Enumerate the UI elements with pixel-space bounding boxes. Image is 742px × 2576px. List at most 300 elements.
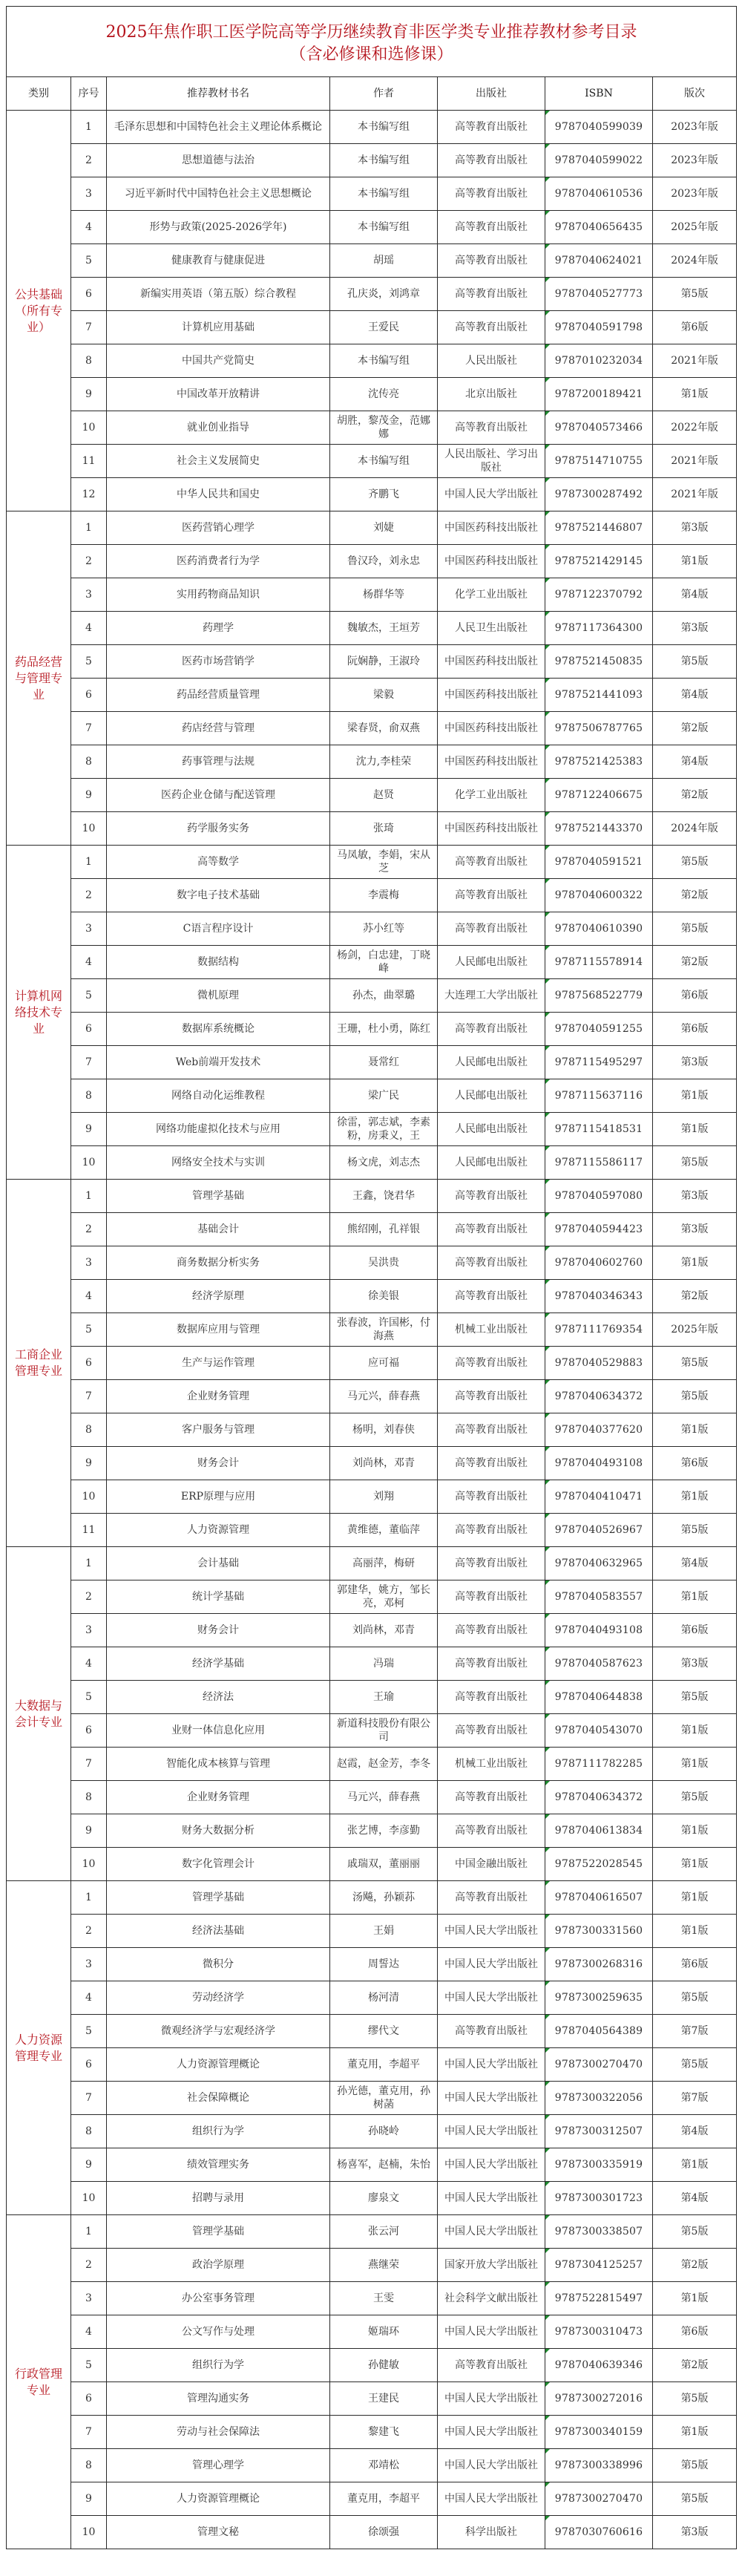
edition-cell: 第3版 (653, 511, 737, 545)
author-cell: 刘尚林，邓青 (330, 1447, 438, 1480)
table-row (7, 812, 737, 846)
isbn-cell: 9787040602760 (545, 1246, 653, 1280)
row-number-cell: 9 (71, 1814, 107, 1848)
category-label: 大数据与会计专业 (7, 1547, 71, 1881)
table-row (7, 1748, 737, 1781)
publisher-cell: 高等教育出版社 (438, 1480, 545, 1514)
row-number-cell: 6 (71, 1347, 107, 1380)
table-row (7, 1246, 737, 1280)
row-number-cell: 11 (71, 1514, 107, 1547)
isbn-cell: 9787522815497 (545, 2282, 653, 2315)
book-name-cell: Web前端开发技术 (107, 1046, 330, 1079)
book-name-cell: 政治学原理 (107, 2249, 330, 2282)
book-name-cell: 医药市场营销学 (107, 645, 330, 679)
edition-cell: 第1版 (653, 1079, 737, 1113)
book-name-cell: 健康教育与健康促进 (107, 244, 330, 278)
edition-cell: 第1版 (653, 2282, 737, 2315)
table-row (7, 1380, 737, 1413)
author-cell: 燕继荣 (330, 2249, 438, 2282)
row-number-cell: 5 (71, 2349, 107, 2382)
table-row (7, 511, 737, 545)
header-row (7, 77, 737, 111)
table-row (7, 612, 737, 645)
isbn-cell: 9787521450835 (545, 645, 653, 679)
author-cell: 邓靖松 (330, 2449, 438, 2482)
book-name-cell: 企业财务管理 (107, 1781, 330, 1814)
row-number-cell: 8 (71, 344, 107, 378)
edition-cell: 第3版 (653, 1213, 737, 1246)
publisher-cell: 人民邮电出版社 (438, 1046, 545, 1079)
publisher-cell: 机械工业出版社 (438, 1748, 545, 1781)
edition-cell: 第5版 (653, 912, 737, 946)
book-name-cell: 毛泽东思想和中国特色社会主义理论体系概论 (107, 111, 330, 144)
publisher-cell: 中国医药科技出版社 (438, 545, 545, 578)
isbn-cell: 9787300268316 (545, 1948, 653, 1981)
author-cell: 王鑫，饶君华 (330, 1180, 438, 1213)
book-name-cell: 网络功能虚拟化技术与应用 (107, 1113, 330, 1146)
isbn-cell: 9787040410471 (545, 1480, 653, 1514)
isbn-cell: 9787521441093 (545, 679, 653, 712)
publisher-cell: 大连理工大学出版社 (438, 979, 545, 1013)
author-cell: 赵霞，赵金芳，李冬 (330, 1748, 438, 1781)
edition-cell: 2021年版 (653, 344, 737, 378)
row-number-cell: 10 (71, 2516, 107, 2549)
isbn-cell: 9787300338996 (545, 2449, 653, 2482)
publisher-cell: 人民邮电出版社 (438, 1079, 545, 1113)
edition-cell: 2024年版 (653, 812, 737, 846)
book-name-cell: 实用药物商品知识 (107, 578, 330, 612)
row-number-cell: 1 (71, 2215, 107, 2249)
edition-cell: 第3版 (653, 1046, 737, 1079)
row-number-cell: 7 (71, 1748, 107, 1781)
book-name-cell: 管理学基础 (107, 1180, 330, 1213)
isbn-cell: 9787115495297 (545, 1046, 653, 1079)
author-cell: 李震梅 (330, 879, 438, 912)
author-cell: 马元兴，薛春燕 (330, 1380, 438, 1413)
publisher-cell: 高等教育出版社 (438, 1447, 545, 1480)
isbn-cell: 9787300310473 (545, 2315, 653, 2349)
author-cell: 汤飚，孙颖荪 (330, 1881, 438, 1915)
isbn-cell: 9787040564389 (545, 2015, 653, 2048)
isbn-cell: 9787040526967 (545, 1514, 653, 1547)
edition-cell: 第5版 (653, 1981, 737, 2015)
edition-cell: 第7版 (653, 2082, 737, 2115)
edition-cell: 第1版 (653, 2148, 737, 2182)
publisher-cell: 国家开放大学出版社 (438, 2249, 545, 2282)
book-name-cell: 企业财务管理 (107, 1380, 330, 1413)
book-name-cell: 药学服务实务 (107, 812, 330, 846)
row-number-cell: 1 (71, 1180, 107, 1213)
publisher-cell: 中国人民大学出版社 (438, 2082, 545, 2115)
isbn-cell: 9787300270470 (545, 2482, 653, 2516)
edition-cell: 第1版 (653, 1413, 737, 1447)
author-cell: 本书编写组 (330, 177, 438, 211)
table-row (7, 2048, 737, 2082)
row-number-cell: 10 (71, 812, 107, 846)
edition-cell: 第1版 (653, 1814, 737, 1848)
table-row (7, 645, 737, 679)
table-row (7, 1347, 737, 1380)
author-cell: 王雯 (330, 2282, 438, 2315)
isbn-cell: 9787122406675 (545, 779, 653, 812)
edition-cell: 第2版 (653, 779, 737, 812)
table-row (7, 1614, 737, 1647)
edition-cell: 第1版 (653, 1480, 737, 1514)
row-number-cell: 10 (71, 2182, 107, 2215)
edition-cell: 第2版 (653, 2249, 737, 2282)
edition-cell: 2021年版 (653, 478, 737, 511)
edition-cell: 第4版 (653, 2115, 737, 2148)
publisher-cell: 高等教育出版社 (438, 1380, 545, 1413)
publisher-cell: 人民出版社 (438, 344, 545, 378)
table-row (7, 2249, 737, 2282)
book-name-cell: ERP原理与应用 (107, 1480, 330, 1514)
table-row (7, 1280, 737, 1313)
edition-cell: 第5版 (653, 1380, 737, 1413)
isbn-cell: 9787300270470 (545, 2048, 653, 2082)
table-row (7, 1180, 737, 1213)
publisher-cell: 中国人民大学出版社 (438, 2482, 545, 2516)
book-name-cell: 经济学原理 (107, 1280, 330, 1313)
row-number-cell: 3 (71, 578, 107, 612)
row-number-cell: 9 (71, 378, 107, 411)
publisher-cell: 中国人民大学出版社 (438, 2315, 545, 2349)
author-cell: 孙健敏 (330, 2349, 438, 2382)
isbn-cell: 9787040587623 (545, 1647, 653, 1681)
book-name-cell: 医药营销心理学 (107, 511, 330, 545)
row-number-cell: 5 (71, 1313, 107, 1347)
author-cell: 姬瑞环 (330, 2315, 438, 2349)
author-cell: 杨群华等 (330, 578, 438, 612)
book-name-cell: 中国共产党简史 (107, 344, 330, 378)
row-number-cell: 7 (71, 311, 107, 344)
author-cell: 廖泉文 (330, 2182, 438, 2215)
table-row (7, 2516, 737, 2549)
book-name-cell: 财务会计 (107, 1614, 330, 1647)
author-cell: 刘婕 (330, 511, 438, 545)
book-name-cell: 医药企业仓储与配送管理 (107, 779, 330, 812)
book-name-cell: 医药消费者行为学 (107, 545, 330, 578)
book-name-cell: 药品经营质量管理 (107, 679, 330, 712)
row-number-cell: 4 (71, 1981, 107, 2015)
row-number-cell: 7 (71, 712, 107, 745)
publisher-cell: 人民出版社、学习出版社 (438, 445, 545, 478)
book-name-cell: 数据库应用与管理 (107, 1313, 330, 1347)
edition-cell: 第1版 (653, 1848, 737, 1881)
table-row (7, 2182, 737, 2215)
book-name-cell: 人力资源管理 (107, 1514, 330, 1547)
table-row (7, 1146, 737, 1180)
isbn-cell: 9787040597080 (545, 1180, 653, 1213)
edition-cell: 第3版 (653, 2516, 737, 2549)
row-number-cell: 3 (71, 1614, 107, 1647)
author-cell: 马凤敏，李娟，宋从芝 (330, 846, 438, 879)
isbn-cell: 9787300312507 (545, 2115, 653, 2148)
book-name-cell: 管理沟通实务 (107, 2382, 330, 2416)
row-number-cell: 3 (71, 2282, 107, 2315)
table-row (7, 578, 737, 612)
isbn-cell: 9787040613834 (545, 1814, 653, 1848)
publisher-cell: 机械工业出版社 (438, 1313, 545, 1347)
edition-cell: 第1版 (653, 378, 737, 411)
edition-cell: 第1版 (653, 1580, 737, 1614)
edition-cell: 第5版 (653, 2482, 737, 2516)
table-row (7, 1714, 737, 1748)
author-cell: 黄维德，董临萍 (330, 1514, 438, 1547)
table-row (7, 1915, 737, 1948)
edition-cell: 第3版 (653, 1180, 737, 1213)
publisher-cell: 高等教育出版社 (438, 111, 545, 144)
row-number-cell: 10 (71, 1848, 107, 1881)
table-row (7, 779, 737, 812)
isbn-cell: 9787300340159 (545, 2416, 653, 2449)
author-cell: 胡胜，黎茂金，范娜娜 (330, 411, 438, 445)
isbn-cell: 9787040599039 (545, 111, 653, 144)
publisher-cell: 化学工业出版社 (438, 578, 545, 612)
title-line-2: （含必修课和选修课） (289, 45, 453, 64)
book-name-cell: 商务数据分析实务 (107, 1246, 330, 1280)
table-row (7, 2215, 737, 2249)
category-label: 计算机网络技术专业 (7, 846, 71, 1180)
author-cell: 魏敏杰，王垣芳 (330, 612, 438, 645)
publisher-cell: 高等教育出版社 (438, 1814, 545, 1848)
book-name-cell: 组织行为学 (107, 2349, 330, 2382)
publisher-cell: 高等教育出版社 (438, 1180, 545, 1213)
isbn-cell: 9787300335919 (545, 2148, 653, 2182)
row-number-cell: 7 (71, 2082, 107, 2115)
publisher-cell: 高等教育出版社 (438, 1280, 545, 1313)
isbn-cell: 9787040634372 (545, 1781, 653, 1814)
edition-cell: 2025年版 (653, 1313, 737, 1347)
table-row (7, 846, 737, 879)
row-number-cell: 8 (71, 1781, 107, 1814)
isbn-cell: 9787040656435 (545, 211, 653, 244)
isbn-cell: 9787040599022 (545, 144, 653, 177)
header-isbn: ISBN (545, 77, 653, 111)
book-name-cell: 就业创业指导 (107, 411, 330, 445)
table-row (7, 2416, 737, 2449)
isbn-cell: 9787040616507 (545, 1881, 653, 1915)
author-cell: 本书编写组 (330, 111, 438, 144)
row-number-cell: 5 (71, 1681, 107, 1714)
isbn-cell: 9787040377620 (545, 1413, 653, 1447)
table-row (7, 1647, 737, 1681)
row-number-cell: 5 (71, 244, 107, 278)
row-number-cell: 9 (71, 1113, 107, 1146)
isbn-cell: 9787115637116 (545, 1079, 653, 1113)
book-name-cell: 公文写作与处理 (107, 2315, 330, 2349)
edition-cell: 第2版 (653, 946, 737, 979)
publisher-cell: 化学工业出版社 (438, 779, 545, 812)
table-row (7, 1514, 737, 1547)
author-cell: 王瑜 (330, 1681, 438, 1714)
book-name-cell: 经济法 (107, 1681, 330, 1714)
book-name-cell: 招聘与录用 (107, 2182, 330, 2215)
header-no: 序号 (71, 77, 107, 111)
row-number-cell: 12 (71, 478, 107, 511)
isbn-cell: 9787117364300 (545, 612, 653, 645)
author-cell: 梁广民 (330, 1079, 438, 1113)
table-row (7, 411, 737, 445)
author-cell: 齐鹏飞 (330, 478, 438, 511)
edition-cell: 第3版 (653, 612, 737, 645)
row-number-cell: 1 (71, 111, 107, 144)
book-name-cell: 管理学基础 (107, 2215, 330, 2249)
row-number-cell: 4 (71, 946, 107, 979)
row-number-cell: 2 (71, 1580, 107, 1614)
row-number-cell: 5 (71, 2015, 107, 2048)
edition-cell: 第4版 (653, 1547, 737, 1580)
book-name-cell: 微积分 (107, 1948, 330, 1981)
row-number-cell: 6 (71, 1013, 107, 1046)
row-number-cell: 8 (71, 2115, 107, 2148)
publisher-cell: 高等教育出版社 (438, 311, 545, 344)
table-row (7, 2382, 737, 2416)
table-row (7, 2282, 737, 2315)
author-cell: 赵贤 (330, 779, 438, 812)
author-cell: 杨河清 (330, 1981, 438, 2015)
author-cell: 杨喜军，赵楠，朱怡 (330, 2148, 438, 2182)
isbn-cell: 9787111769354 (545, 1313, 653, 1347)
publisher-cell: 中国医药科技出版社 (438, 511, 545, 545)
publisher-cell: 人民邮电出版社 (438, 1146, 545, 1180)
author-cell: 高丽萍，梅研 (330, 1547, 438, 1580)
row-number-cell: 4 (71, 2315, 107, 2349)
publisher-cell: 中国医药科技出版社 (438, 812, 545, 846)
row-number-cell: 1 (71, 1881, 107, 1915)
table-row (7, 1781, 737, 1814)
row-number-cell: 8 (71, 1413, 107, 1447)
isbn-cell: 9787040591521 (545, 846, 653, 879)
isbn-cell: 9787040610390 (545, 912, 653, 946)
book-name-cell: 智能化成本核算与管理 (107, 1748, 330, 1781)
category-label: 工商企业管理专业 (7, 1180, 71, 1547)
row-number-cell: 1 (71, 1547, 107, 1580)
row-number-cell: 9 (71, 779, 107, 812)
table-row (7, 1313, 737, 1347)
book-name-cell: 高等数学 (107, 846, 330, 879)
publisher-cell: 中国人民大学出版社 (438, 2382, 545, 2416)
book-name-cell: 生产与运作管理 (107, 1347, 330, 1380)
book-name-cell: 绩效管理实务 (107, 2148, 330, 2182)
row-number-cell: 2 (71, 1213, 107, 1246)
isbn-cell: 9787040600322 (545, 879, 653, 912)
row-number-cell: 2 (71, 879, 107, 912)
edition-cell: 第1版 (653, 2416, 737, 2449)
author-cell: 徐美银 (330, 1280, 438, 1313)
table-row (7, 2148, 737, 2182)
book-name-cell: 劳动经济学 (107, 1981, 330, 2015)
isbn-cell: 9787040573466 (545, 411, 653, 445)
edition-cell: 第5版 (653, 2449, 737, 2482)
table-row (7, 1413, 737, 1447)
book-name-cell: 网络安全技术与实训 (107, 1146, 330, 1180)
isbn-cell: 9787521446807 (545, 511, 653, 545)
author-cell: 张春波，许国彬，付海燕 (330, 1313, 438, 1347)
author-cell: 王爱民 (330, 311, 438, 344)
author-cell: 戚瑞双，董丽丽 (330, 1848, 438, 1881)
table-row (7, 1981, 737, 2015)
isbn-cell: 9787040493108 (545, 1614, 653, 1647)
isbn-cell: 9787040610536 (545, 177, 653, 211)
author-cell: 杨剑，白忠建，丁晓峰 (330, 946, 438, 979)
isbn-cell: 9787300259635 (545, 1981, 653, 2015)
isbn-cell: 9787040591798 (545, 311, 653, 344)
table-row (7, 1213, 737, 1246)
row-number-cell: 9 (71, 2482, 107, 2516)
edition-cell: 2025年版 (653, 211, 737, 244)
book-name-cell: 业财一体信息化应用 (107, 1714, 330, 1748)
book-name-cell: 药事管理与法规 (107, 745, 330, 779)
row-number-cell: 1 (71, 846, 107, 879)
publisher-cell: 高等教育出版社 (438, 1246, 545, 1280)
publisher-cell: 中国人民大学出版社 (438, 478, 545, 511)
table-row (7, 1447, 737, 1480)
isbn-cell: 9787030760616 (545, 2516, 653, 2549)
publisher-cell: 高等教育出版社 (438, 177, 545, 211)
table-row (7, 912, 737, 946)
header-author: 作者 (330, 77, 438, 111)
publisher-cell: 高等教育出版社 (438, 2349, 545, 2382)
book-name-cell: 经济法基础 (107, 1915, 330, 1948)
publisher-cell: 高等教育出版社 (438, 411, 545, 445)
table-row (7, 2015, 737, 2048)
row-number-cell: 2 (71, 2249, 107, 2282)
author-cell: 张艺博，李彦勤 (330, 1814, 438, 1848)
author-cell: 阮娴静，王淑玲 (330, 645, 438, 679)
table-row (7, 1814, 737, 1848)
row-number-cell: 2 (71, 545, 107, 578)
table-row (7, 378, 737, 411)
author-cell: 刘尚林，邓青 (330, 1614, 438, 1647)
edition-cell: 第6版 (653, 1614, 737, 1647)
book-name-cell: 办公室事务管理 (107, 2282, 330, 2315)
author-cell: 郭建华，姚方，邹长亮，邓柯 (330, 1580, 438, 1614)
publisher-cell: 高等教育出版社 (438, 1647, 545, 1681)
isbn-cell: 9787304125257 (545, 2249, 653, 2282)
publisher-cell: 高等教育出版社 (438, 879, 545, 912)
author-cell: 徐颂强 (330, 2516, 438, 2549)
table-row (7, 278, 737, 311)
catalog-body (7, 111, 737, 2549)
row-number-cell: 7 (71, 1380, 107, 1413)
author-cell: 张琦 (330, 812, 438, 846)
isbn-cell: 9787506787765 (545, 712, 653, 745)
publisher-cell: 高等教育出版社 (438, 1213, 545, 1246)
edition-cell: 第1版 (653, 1113, 737, 1146)
isbn-cell: 9787040543070 (545, 1714, 653, 1748)
author-cell: 董克用，李超平 (330, 2482, 438, 2516)
table-row (7, 445, 737, 478)
table-row (7, 244, 737, 278)
isbn-cell: 9787300272016 (545, 2382, 653, 2416)
edition-cell: 2022年版 (653, 411, 737, 445)
edition-cell: 第5版 (653, 1514, 737, 1547)
author-cell: 冯瑞 (330, 1647, 438, 1681)
row-number-cell: 7 (71, 1046, 107, 1079)
row-number-cell: 3 (71, 1246, 107, 1280)
isbn-cell: 9787040594423 (545, 1213, 653, 1246)
table-row (7, 946, 737, 979)
edition-cell: 第3版 (653, 1647, 737, 1681)
publisher-cell: 高等教育出版社 (438, 1614, 545, 1647)
table-row (7, 979, 737, 1013)
row-number-cell: 6 (71, 1714, 107, 1748)
publisher-cell: 中国人民大学出版社 (438, 2449, 545, 2482)
row-number-cell: 11 (71, 445, 107, 478)
row-number-cell: 6 (71, 278, 107, 311)
edition-cell: 第5版 (653, 645, 737, 679)
